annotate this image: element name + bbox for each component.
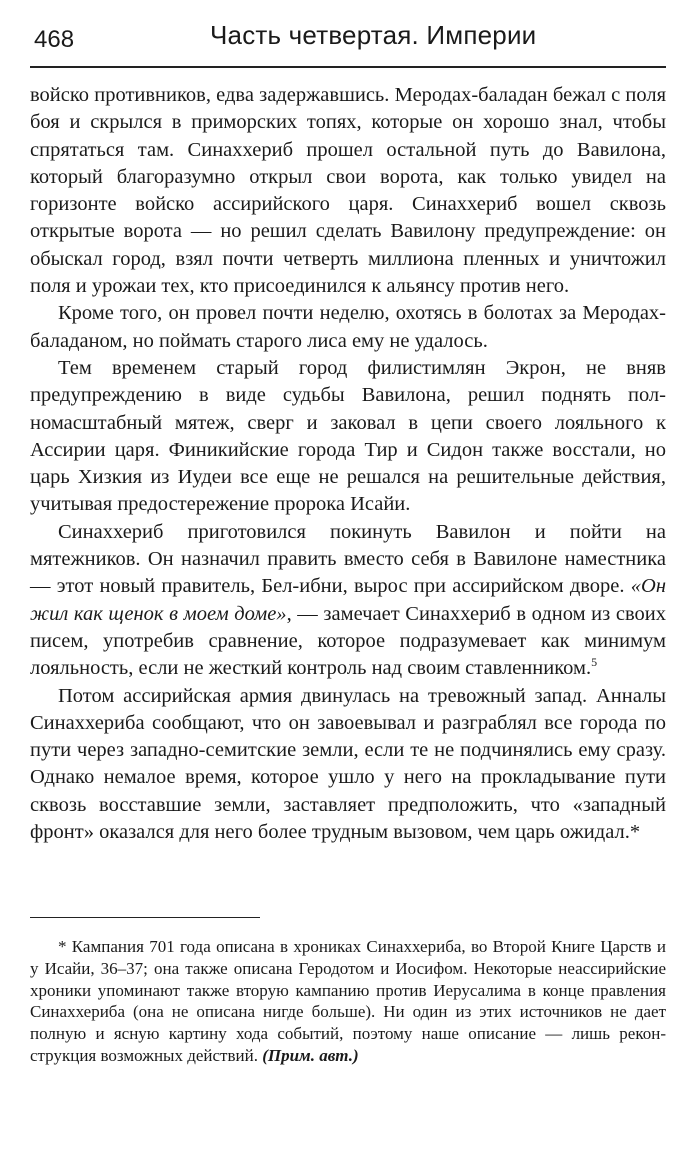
paragraph-4-text-before: Синаххериб приготовился покинуть Вавилон и пойти на мятежников. Он назначил править вместо себя в Вавилоне наместника — этот новый правитель, Бел-ибни, вырос при ассирийском дворе. bbox=[30, 520, 666, 598]
paragraph-4-text-after: , — замечает Синаххериб в одном из своих писем, употребив сравнение, которое подразумевает как минимум лояльность, если не жесткий контроль над своим ставленником. bbox=[30, 602, 666, 680]
body-text bbox=[30, 82, 666, 846]
page-header bbox=[30, 20, 666, 60]
italic-quote: «Он жил как щенок в моем доме» bbox=[30, 575, 666, 625]
page-number: 468 bbox=[34, 26, 75, 53]
paragraph-2: Кроме того, он провел почти неделю, охотясь в болотах за Меродах-баладаном, но поймать старого лиса ему не удалось. bbox=[30, 302, 666, 352]
footnote-author-tag: (Прим. авт.) bbox=[262, 1045, 359, 1065]
footnote-rule bbox=[30, 917, 260, 918]
footnote bbox=[30, 936, 666, 1067]
note-reference: 5 bbox=[591, 655, 598, 670]
running-title: Часть четвертая. Империи bbox=[210, 20, 537, 50]
paragraph-3: Тем временем старый город филистимлян Экрон, не вняв предупреждению в виде судьбы Вавилона, решил поднять полномасштабный мятеж, сверг и заковал в цепи своего лояльного к Ассирии царя. Финикийские города Тир и Сидон также восстали, но царь Хизкия из Иудеи все еще не решался на решительные действия, учитывая предостережение пророка Исайи. bbox=[30, 356, 666, 516]
footnote-text: * Кампания 701 года описана в хрониках Синаххериба, во Второй Книге Царств и у Исайи, 36–37; она также описана Геродотом и Иосифом. Некоторые неассирийские хроники упоминают также вторую кампанию против Иерусалима в конце правления Синаххериба (она не описана нигде больше). Ни один из этих источников не дает полную и ясную картину хода событий, поэтому наше описание — лишь реконструкция возможных действий. bbox=[30, 937, 666, 1065]
paragraph-5: Потом ассирийская армия двинулась на тревожный запад. Анналы Синаххериба сообщают, что он завоевывал и разграблял все города по пути через западно-семитские земли, если те не подчинялись ему сразу. Однако немалое время, которое ушло у него на прокладывание пути сквозь восставшие земли, заставляет предположить, что «западный фронт» оказался для него более трудным вызовом, чем царь ожидал.* bbox=[30, 684, 666, 844]
paragraph-4 bbox=[30, 519, 666, 683]
paragraph-1: войско противников, едва задержавшись. Меродах-баладан бежал с поля боя и скрылся в приморских топях, которые он хорошо знал, чтобы спрятаться там. Синаххериб прошел остальной путь до Вавилона, который благоразумно открыл свои ворота, как только увидел на горизонте войско ассирийского царя. Синаххериб вошел сквозь открытые ворота — но решил сделать Вавилону предупреждение: он обыскал город, взял почти четверть миллиона пленных и уничтожил поля и урожаи тех, кто присоединился к альянсу против него. bbox=[30, 84, 666, 298]
header-rule bbox=[30, 66, 666, 68]
